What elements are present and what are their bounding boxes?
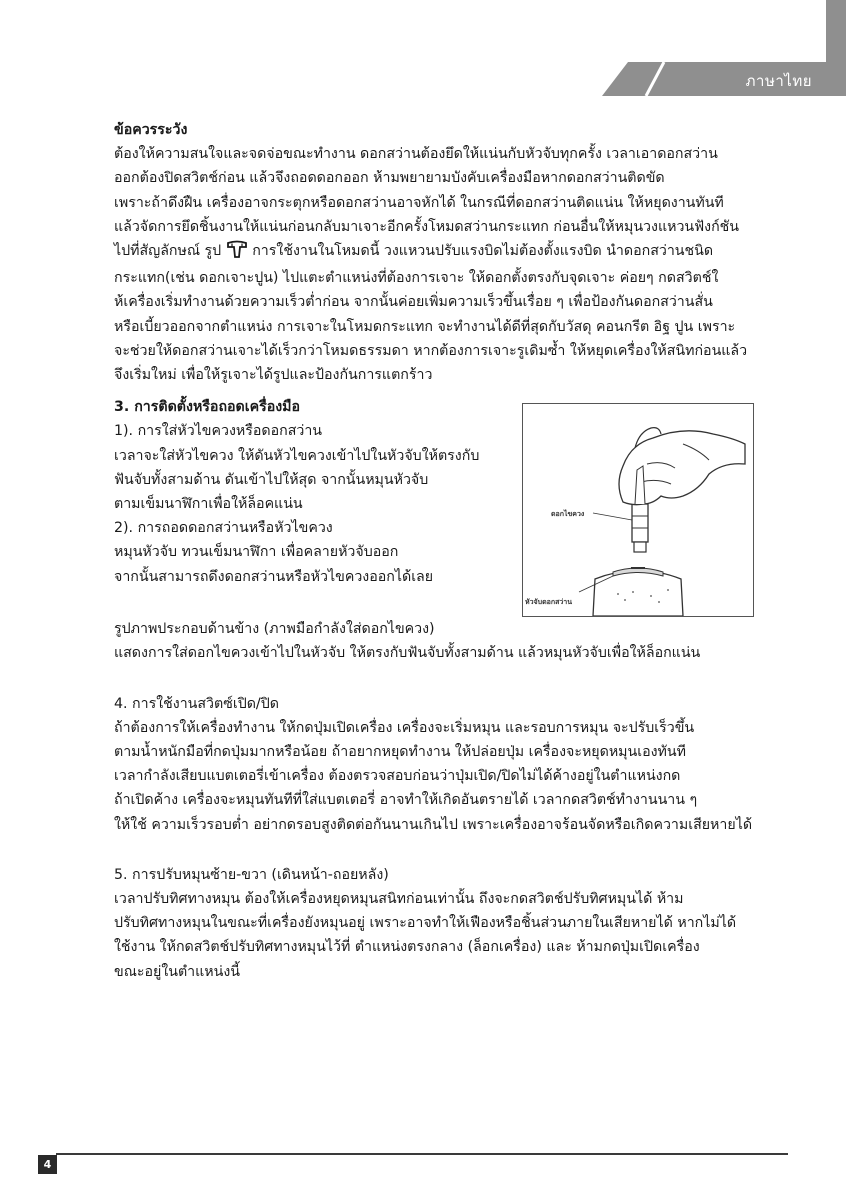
switch-title: 4. การใช้งานสวิตซ์เปิด/ปิด xyxy=(114,695,279,712)
caution-line: ห้เครื่องเริ่มทำงานด้วยความเร็วต่ำก่อน จากนั้นค่อยเพิ่มความเร็วขึ้นเรื่อย ๆ เพื่อป้องกันดอกสว่านสั่น xyxy=(114,294,713,311)
caution-line-icon-before: ไปที่สัญลักษณ์ รูป xyxy=(114,243,222,260)
figure-caption-line: แสดงการใส่ดอกไขควงเข้าไปในหัวจับ ให้ตรงกับฟันจับทั้งสามด้าน แล้วหมุนหัวจับเพื่อให้ล็อกแน่น xyxy=(114,645,701,662)
caution-line: จึงเริ่มใหม่ เพื่อให้รูเจาะได้รูปและป้องกันการแตกร้าว xyxy=(114,367,433,384)
switch-line: เวลากำลังเสียบแบตเตอรี่เข้าเครื่อง ต้องตรวจสอบก่อนว่าปุ่มเปิด/ปิดไม่ได้ค้างอยู่ในตำแหน่งกด xyxy=(114,768,681,785)
direction-line: เวลาปรับทิศทางหมุน ต้องให้เครื่องหยุดหมุนสนิทก่อนเท่านั้น ถึงจะกดสวิตช์ปรับทิศหมุนได้ ห้าม xyxy=(114,891,684,908)
direction-line: ปรับทิศทางหมุนในขณะที่เครื่องยังหมุนอยู่ เพราะอาจทำให้เฟืองหรือชิ้นส่วนภายในเสียหายได้ หากไม่ได้ xyxy=(114,915,737,932)
direction-line: ขณะอยู่ในตำแหน่งนี้ xyxy=(114,963,240,980)
caution-line: เพราะถ้าดึงฝืน เครื่องอาจกระตุกหรือดอกสว่านอาจหักได้ ในกรณีที่ดอกสว่านติดแน่น ให้หยุดงานทันที xyxy=(114,194,724,211)
install-section xyxy=(114,395,774,617)
caution-line: กระแทก(เช่น ดอกเจาะปูน) ไปแตะตำแหน่งที่ต้องการเจาะ ให้ดอกตั้งตรงกับจุดเจาะ ค่อยๆ กดสวิตช์ใ xyxy=(114,270,719,287)
caution-line: แล้วจัดการยึดชิ้นงานให้แน่นก่อนกลับมาเจาะอีกครั้งโหมดสว่านกระแทก ก่อนอื่นให้หมุนวงแหวนฟังก์ชัน xyxy=(114,218,740,235)
install-line: เวลาจะใส่หัวไขควง ให้ดันหัวไขควงเข้าไปในหัวจับให้ตรงกับ xyxy=(114,447,480,464)
install-line: 1). การใส่หัวไขควงหรือดอกสว่าน xyxy=(114,423,322,440)
caution-line: ออกต้องปิดสวิตช์ก่อน แล้วจึงถอดดอกออก ห้ามพยายามบังคับเครื่องมือหากดอกสว่านติดขัด xyxy=(114,170,665,187)
language-tab xyxy=(602,62,846,96)
switch-line: ถ้าต้องการให้เครื่องทำงาน ให้กดปุ่มเปิดเครื่อง เครื่องจะเริ่มหมุน และรอบการหมุน จะปรับเร็วขึ้น xyxy=(114,719,695,736)
caution-title: ข้อควรระวัง xyxy=(114,122,188,138)
corner-accent-bar xyxy=(826,0,846,62)
direction-title: 5. การปรับหมุนซ้าย-ขวา (เดินหน้า-ถอยหลัง) xyxy=(114,866,389,883)
hammer-mode-icon xyxy=(226,240,248,266)
page-number: 4 xyxy=(38,1155,57,1174)
direction-line: ใช้งาน ให้กดสวิตช์ปรับทิศทางหมุนไว้ที่ ตำแหน่งตรงกลาง (ล็อกเครื่อง) และ ห้ามกดปุ่มเปิดเครื่อง xyxy=(114,939,700,956)
page-content xyxy=(114,118,774,984)
switch-line: ถ้าเปิดค้าง เครื่องจะหมุนทันทีที่ใส่แบตเตอรี่ อาจทำให้เกิดอันตรายได้ เวลากดสวิตช์ทำงานนาน ๆ xyxy=(114,792,698,809)
install-line: ตามเข็มนาฬิกาเพื่อให้ล็อคแน่น xyxy=(114,496,303,513)
caution-line: จะช่วยให้ดอกสว่านเจาะได้เร็วกว่าโหมดธรรมดา หากต้องการเจาะรูเดิมซ้ำ ให้หยุดเครื่องให้สนิทก่อนแล้ว xyxy=(114,342,748,359)
footer-rule xyxy=(56,1153,788,1155)
install-title: 3. การติดตั้งหรือถอดเครื่องมือ xyxy=(114,399,301,416)
switch-line: ตามน้ำหนักมือที่กดปุ่มมากหรือน้อย ถ้าอยากหยุดทำงาน ให้ปล่อยปุ่ม เครื่องจะหยุดหมุนเองทันที xyxy=(114,744,686,761)
install-line: ฟันจับทั้งสามด้าน ดันเข้าไปให้สุด จากนั้นหมุนหัวจับ xyxy=(114,471,429,488)
install-line: หมุนหัวจับ ทวนเข็มนาฬิกา เพื่อคลายหัวจับออก xyxy=(114,544,399,561)
caution-line: หรือเบี้ยวออกจากตำแหน่ง การเจาะในโหมดกระแทก จะทำงานได้ดีที่สุดกับวัสดุ คอนกรีต อิฐ ปูน เพราะ xyxy=(114,318,736,335)
chuck-body xyxy=(593,571,683,617)
screwdriver-bit xyxy=(632,504,648,542)
install-line: 2). การถอดดอกสว่านหรือหัวไขควง xyxy=(114,520,333,537)
bit-insertion-illustration xyxy=(522,403,754,617)
figure-label-chuck: หัวจับดอกสว่าน xyxy=(525,598,572,607)
install-line: จากนั้นสามารถดึงดอกสว่านหรือหัวไขควงออกได้เลย xyxy=(114,568,434,585)
caution-line-with-icon xyxy=(114,239,774,266)
install-text xyxy=(114,395,514,589)
caution-line: ต้องให้ความสนใจและจดจ่อขณะทำงาน ดอกสว่านต้องยึดให้แน่นกับหัวจับทุกครั้ง เวลาเอาดอกสว่าน xyxy=(114,146,718,163)
language-tab-label: ภาษาไทย xyxy=(745,72,812,90)
figure-label-bit: ดอกไขควง xyxy=(551,510,585,519)
switch-line: ให้ใช้ ความเร็วรอบต่ำ อย่ากดรอบสูงติดต่อกันนานเกินไป เพราะเครื่องอาจร้อนจัดหรือเกิดความเสียหายได้ xyxy=(114,816,753,833)
caution-line-icon-after: การใช้งานในโหมดนี้ วงแหวนปรับแรงบิดไม่ต้องตั้งแรงบิด นำดอกสว่านชนิด xyxy=(252,243,714,260)
figure-caption-line: รูปภาพประกอบด้านข้าง (ภาพมือกำลังใส่ดอกไขควง) xyxy=(114,621,435,638)
